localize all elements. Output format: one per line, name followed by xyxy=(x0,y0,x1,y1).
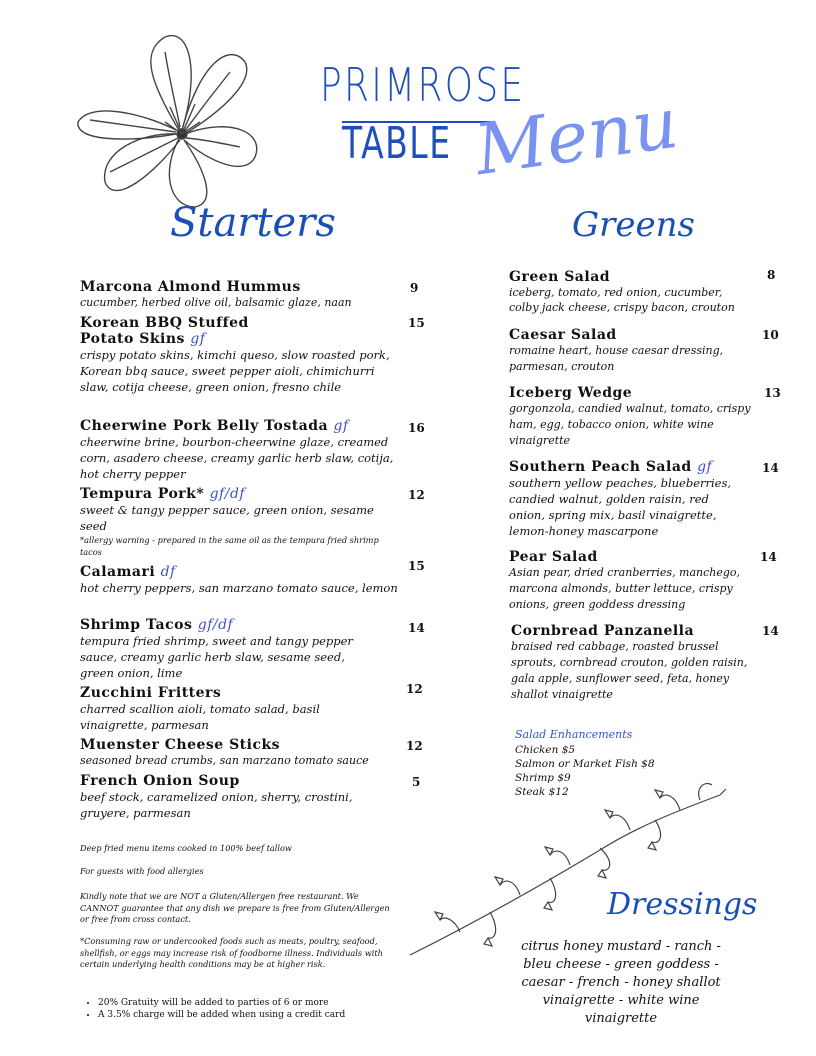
list-item: • 20% Gratuity will be added to parties of 6 or more xyxy=(98,997,400,1009)
greens-heading: Greens xyxy=(572,205,696,245)
list-item: Chicken $5 xyxy=(515,744,576,756)
menu-heading: Menu xyxy=(470,81,683,192)
starter-item: French Onion Soup beef stock, caramelized onion, sherry, crostini, gruyere, parmesan xyxy=(80,773,353,820)
starter-item: Marcona Almond Hummus cucumber, herbed olive oil, balsamic glaze, naan xyxy=(80,279,352,309)
starter-item: Tempura Pork* gf/df sweet & tangy pepper sauce, green onion, sesame seed *allergy warning - prepared in the same oil as the tempura fried shrimp tacos xyxy=(80,486,379,557)
starter-item: Korean BBQ Stuffed Potato Skins gf crispy potato skins, kimchi queso, slow roasted pork, Korean bbq sauce, sweet pepper aioli, chimichurri slaw, cotija cheese, green onion, fresno chile xyxy=(80,315,390,394)
item-price: 15 xyxy=(408,316,425,330)
item-price: 16 xyxy=(408,421,425,435)
brand-name-line2: TABLE xyxy=(342,118,452,169)
item-price: 14 xyxy=(762,624,779,638)
greens-item: Pear Salad Asian pear, dried cranberries, manchego, marcona almonds, butter lettuce, crispy onions, green goddess dressing xyxy=(509,549,741,611)
starters-heading: Starters xyxy=(170,200,336,246)
tallow-note: Deep fried menu items cooked in 100% beef tallow xyxy=(80,843,292,853)
dressings-heading: Dressings xyxy=(607,887,758,922)
item-price: 14 xyxy=(762,461,779,475)
starter-item: Muenster Cheese Sticks seasoned bread crumbs, san marzano tomato sauce xyxy=(80,737,369,767)
list-item: • A 3.5% charge will be added when using a credit card xyxy=(98,1009,400,1021)
dressings-list: citrus honey mustard - ranch - bleu cheese - green goddess - caesar - french - honey shallot vinaigrette - white wine vinaigrette xyxy=(521,939,721,1026)
item-price: 14 xyxy=(760,550,777,564)
flower-icon xyxy=(70,22,280,222)
item-price: 15 xyxy=(408,559,425,573)
item-price: 12 xyxy=(408,488,425,502)
list-item: Salmon or Market Fish $8 xyxy=(515,758,655,770)
starter-item: Cheerwine Pork Belly Tostada gf cheerwine brine, bourbon-cheerwine glaze, creamed corn, asadero cheese, creamy garlic herb slaw, cotija, hot cherry pepper xyxy=(80,418,394,481)
greens-item: Caesar Salad romaine heart, house caesar dressing, parmesan, crouton xyxy=(509,327,724,373)
greens-item: Southern Peach Salad gf southern yellow peaches, blueberries, candied walnut, golden raisin, red onion, spring mix, basil vinaigrette, lemon-honey mascarpone xyxy=(509,459,732,538)
starter-item: Calamari df hot cherry peppers, san marzano tomato sauce, lemon xyxy=(80,564,398,595)
list-item: Steak $12 xyxy=(515,786,569,798)
enhancements-heading: Salad Enhancements xyxy=(515,728,633,741)
item-price: 13 xyxy=(764,386,781,400)
starter-item: Shrimp Tacos gf/df tempura fried shrimp, sweet and tangy pepper sauce, creamy garlic herb slaw, sesame seed, green onion, lime xyxy=(80,617,353,680)
item-price: 14 xyxy=(408,621,425,635)
item-price: 10 xyxy=(762,328,779,342)
greens-item: Cornbread Panzanella braised red cabbage, roasted brussel sprouts, cornbread crouton, golden raisin, gala apple, sunflower seed, feta, honey shallot vinaigrette xyxy=(511,623,748,701)
item-price: 8 xyxy=(767,268,776,282)
greens-item: Iceberg Wedge gorgonzola, candied walnut, tomato, crispy ham, egg, tobacco onion, white wine vinaigrette xyxy=(509,385,751,447)
item-price: 9 xyxy=(410,281,419,295)
raw-food-warning: *Consuming raw or undercooked foods such as meats, poultry, seafood, shellfish, or eggs may increase risk of foodborne illness. Individuals with certain underlying health conditions may be at higher risk. xyxy=(80,936,383,969)
greens-item: Green Salad iceberg, tomato, red onion, cucumber, colby jack cheese, crispy bacon, crouton xyxy=(509,269,735,314)
item-price: 12 xyxy=(406,682,423,696)
allergy-heading: For guests with food allergies xyxy=(80,866,204,876)
policy-list xyxy=(80,997,400,1021)
brand-name-line1: PRIMROSE xyxy=(320,58,526,112)
item-price: 12 xyxy=(406,739,423,753)
allergy-disclaimer: Kindly note that we are NOT a Gluten/Allergen free restaurant. We CANNOT guarantee that any dish we prepare is free from Gluten/Allergen or free from cross contact. xyxy=(80,891,390,924)
item-price: 5 xyxy=(412,775,421,789)
starter-item: Zucchini Fritters charred scallion aioli, tomato salad, basil vinaigrette, parmesan xyxy=(80,685,320,732)
list-item: Shrimp $9 xyxy=(515,772,571,784)
